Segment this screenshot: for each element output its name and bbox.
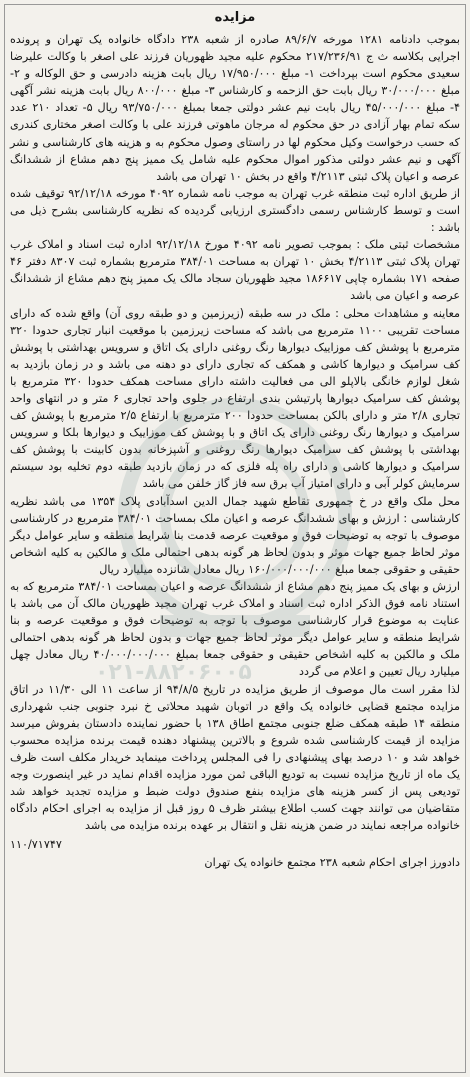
signature-text: دادورز اجرای احکام شعبه ۲۳۸ مجتمع خانواده یک تهران <box>204 855 460 869</box>
paragraph-location-valuation: محل ملک واقع در خ جمهوری تقاطع شهید جمال الدین اسدآبادی پلاک ۱۳۵۴ می باشد نظریه کارشناسی : ارزش و بهای ششدانگ عرصه و اعیان ملک بمساحت ۳۸۴/۰۱ مترمربع در کارشناسی موصوف با توجه به توضیحات فوق و موقعیت عرصه قدمت بنا شرایط منطقه و سایر عوامل دیگر موثر لحاظ جمیع جهات موثر و بدون لحاظ هر گونه بدهی احتمالی ملک و مالکین به کلیه اشخاص حقیقی و حقوقی جمعا مبلغ ۱۶۰/۰۰۰/۰۰۰/۰۰۰ ریال معادل شانزده میلیارد ریال <box>10 494 460 576</box>
watermark-phone: ۰۲۱-۸۸۲۰۶۰۰۵ <box>95 660 252 685</box>
notice-title: مزایده <box>214 10 256 25</box>
reference-number: ۱۱۰/۷۱۷۴۷ <box>10 838 62 852</box>
paragraph-seizure: از طریق اداره ثبت منطقه غرب تهران به موجب نامه شماره ۴۰۹۲ مورخه ۹۲/۱۲/۱۸ توقیف شده است و توسط کارشناس رسمی دادگستری ارزیابی گردیده که نظریه کارشناسی بشرح ذیل می باشد : <box>10 186 460 235</box>
paragraph-inspection: معاینه و مشاهدات محلی : ملک در سه طبقه (زیرزمین و دو طبقه روی آن) واقع شده که دارای مساحت تقریبی ۱۱۰۰ مترمربع می باشد که مساحت زیرزمین با موقعیت انبار تجاری حدودا ۳۲۰ مترمربع با پوشش کف موزاییک دیوارها رنگ روغنی دارای یک اتاق و سرویس بهداشتی با پوشش کف سرامیک و دیوارها کاشی و همکف که تجاری دارای دو دهنه می باشد و در زمان بازدید به شغل لوازم خانگی بالاپلو الی می فعالیت داشته دارای مساحت همکف حدودا ۳۲۰ مترمربع با پوشش کف سرامیک دیوارها پارتیشن بندی ارتفاع در جلوی واحد تجاری ۶ متر و در انتهای واحد تجاری ۲/۸ متر و دارای بالکن بمساحت حدودا ۲۰۰ مترمربع با ارتفاع ۲/۵ مترمربع با پوشش کف سرامیک و دیوارها رنگ روغنی دارای یک اتاق و با پوشش کف موزاییک و دیوارها بلکا و سرویس بهداشتی با پوشش کف سرامیک دیوارها رنگ روغنی و آشپزخانه بدون کابینت با پوشش کف سرامیک و دیوارها کاشی و دارای راه پله فلزی که در زمان بازدید طبقه دوم تخلیه بود سیستم سرمایش کولر آبی و دارای امتیاز آب برق سه فاز گاز خلفن می باشد <box>10 306 460 491</box>
paragraph-judgment: بموجب دادنامه ۱۲۸۱ مورخه ۸۹/۶/۷ صادره از شعبه ۲۳۸ دادگاه خانواده یک تهران و پرونده اجرایی بکلاسه ث ج ۲۱۷/۲۳۶/۹۱ محکوم علیه مجید ظهوریان فرزند علی اصغر با وکالت علیرضا سعیدی محکوم است بپرداخت ۱- مبلغ ۱۷/۹۵۰/۰۰۰ ریال بابت هزینه دادرسی و حق الوکاله و ۲- مبلغ ۳۰/۰۰۰/۰۰۰ ریال بابت حق الزحمه و کارشناس ۳- مبلغ ۸۰۰/۰۰۰ ریال بابت هزینه نشر آگهی ۴- مبلغ ۴۵/۰۰۰/۰۰۰ ریال بابت نیم عشر دولتی جمعا بمبلغ ۹۳/۷۵۰/۰۰۰ ریال ۵- تعداد ۲۱۰ عدد سکه تمام بهار آزادی در حق محکوم له مرجان ماهوتی فرزند علی با وکالت اصغر مختاری کندری که حسب درخواست وکیل محکوم لها در راستای وصول محکوم به و هزینه های کارشناسی و نشر آگهی و نیم عشر دولتی مذکور اموال محکوم علیه شامل یک ممیز پنج دهم مشاع از ششدانگ عرصه و اعیان پلاک ثبتی ۴/۲۱۱۳ واقع در بخش ۱۰ تهران می باشد <box>10 33 461 183</box>
paragraph-auction-terms: لذا مقرر است مال موصوف از طریق مزایده در تاریخ ۹۴/۸/۵ از ساعت ۱۱ الی ۱۱/۳۰ در اتاق مزایده مجتمع قضایی خانواده یک واقع در اتوبان شهید محلاتی خ نبرد جنوبی جنب شهرداری منطقه ۱۴ طبقه همکف ضلع جنوبی مجتمع اطاق ۱۳۸ با حضور نماینده دادستان بفروش میرسد مزایده از قیمت کارشناسی شده شروع و بالاترین پیشنهاد دهنده قیمت برنده مزایده محسوب خواهد شد و ۱۰ درصد بهای پیشنهادی را فی المجلس پرداخت مینماید خریدار مکلف است ظرف یک ماه از تاریخ مزایده نسبت به تودیع الباقی ثمن مورد مزایده اقدام نماید در غیر اینصورت وجه تودیعی پس از کسر هزینه های مزایده بنفع صندوق دولت ضبط و مزایده تجدید خواهد شد متقاضیان می توانند جهت کسب اطلاع بیشتر ظرف ۵ روز قبل از مزایده به اجرای احکام دادگاه خانواده مراجعه نمایند در ضمن هزینه نقل و انتقال بر عهده برنده مزایده می باشد <box>10 682 460 833</box>
paragraph-registry: مشخصات ثبتی ملک : بموجب تصویر نامه ۴۰۹۲ مورخ ۹۲/۱۲/۱۸ اداره ثبت اسناد و املاک غرب تهران پلاک ثبتی ۴/۲۱۱۳ بخش ۱۰ تهران به مساحت ۳۸۴/۰۱ مترمربع بشماره ثبت ۸۳۰۷ دفتر ۴۶ صفحه ۱۷۱ بشماره چاپی ۱۸۶۶۱۷ مجید ظهوریان سجاد مالک یک ممیز پنج دهم مشاع از ششدانگ عرصه و اعیان می باشد <box>10 238 461 303</box>
paragraph-share-valuation: ارزش و بهای یک ممیز پنج دهم مشاع از ششدانگ عرصه و اعیان بمساحت ۳۸۴/۰۱ مترمربع که به استناد نامه فوق الذکر اداره ثبت اسناد و املاک غرب تهران مجید ظهوریان مالک آن می باشد با عنایت به موضوع قرار کارشناسی موصوف با توجه به توضیحات فوق و موقعیت عرصه و بنا شرایط منطقه و سایر عوامل دیگر موثر لحاظ جمیع جهات و بدون لحاظ هر گونه بدهی احتمالی ملک و مالکین به کلیه اشخاص حقیقی و حقوقی جمعا بمبلغ ۴۰/۰۰۰/۰۰۰/۰۰۰ ریال معادل چهل میلیارد ریال تعیین و اعلام می گردد <box>10 580 460 679</box>
notice-border <box>4 4 466 1073</box>
